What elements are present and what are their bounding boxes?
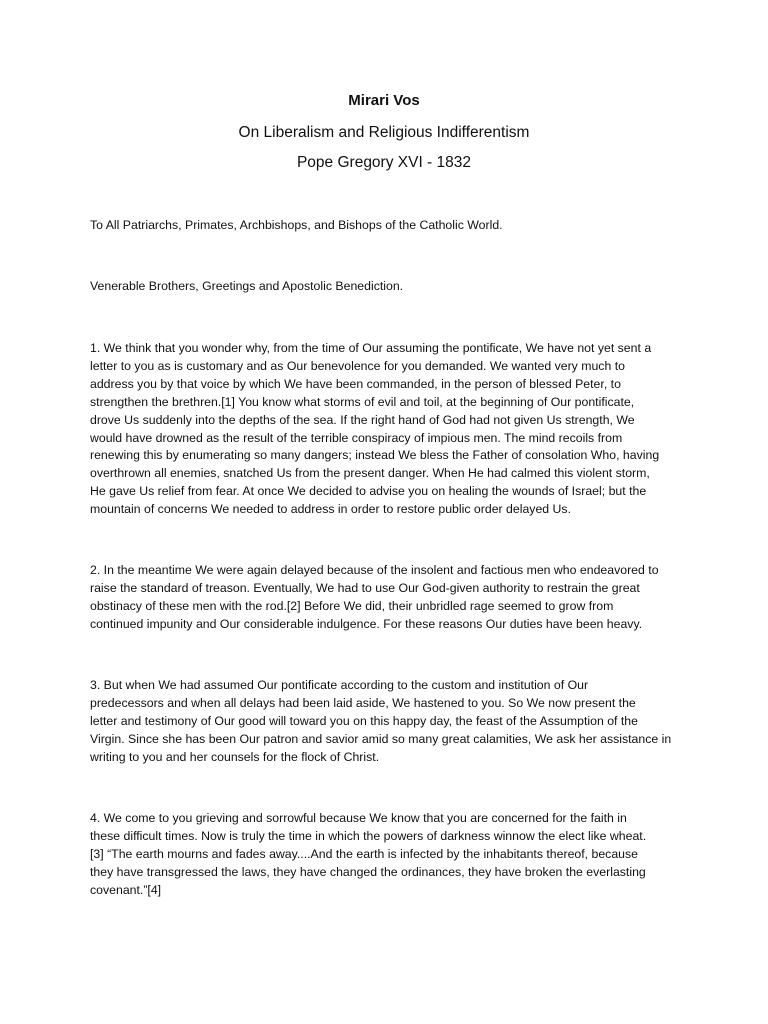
paragraph-3 <box>90 677 690 767</box>
paragraph-4 <box>90 810 690 900</box>
paragraph-line: they have transgressed the laws, they have changed the ordinances, they have broken the everlasting <box>90 864 646 879</box>
document-title: Mirari Vos <box>348 92 420 109</box>
paragraph-line: [3] “The earth mourns and fades away....And the earth is infected by the inhabitants thereof, because <box>90 846 638 861</box>
paragraph-line: strengthen the brethren.[1] You know what storms of evil and toil, at the beginning of Our pontificate, <box>90 394 635 409</box>
paragraph-1 <box>90 340 690 519</box>
paragraph-line: letter to you as is customary and as Our benevolence for you demanded. We wanted very much to <box>90 358 625 373</box>
paragraph-line: mountain of concerns We needed to address in order to restore public order delayed Us. <box>90 502 571 517</box>
paragraph-line: letter and testimony of Our good will toward you on this happy day, the feast of the Assumption of the <box>90 713 638 728</box>
author-date-line: Pope Gregory XVI - 1832 <box>296 154 472 171</box>
paragraph-line: address you by that voice by which We have been commanded, in the person of blessed Peter, to <box>90 376 621 391</box>
paragraph-2 <box>90 562 690 634</box>
address-line: To All Patriarchs, Primates, Archbishops, and Bishops of the Catholic World. <box>90 218 503 232</box>
paragraph-line: predecessors and when all delays had been laid aside, We hastened to you. So We now present the <box>90 695 636 710</box>
paragraph-line: continued impunity and Our considerable indulgence. For these reasons Our duties have been heavy. <box>90 616 643 631</box>
paragraph-line: covenant.”[4] <box>90 882 162 897</box>
paragraph-line: raise the standard of treason. Eventually, We had to use Our God-given authority to restrain the great <box>90 580 640 595</box>
paragraph-line: overthrown all enemies, snatched Us from the present danger. When He had calmed this violent storm, <box>90 466 650 481</box>
paragraph-line: renewing this by enumerating so many dangers; instead We bless the Father of consolation Who, having <box>90 448 660 463</box>
paragraph-line: Virgin. Since she has been Our patron and savior amid so many great calamities, We ask her assistance in <box>90 731 672 746</box>
paragraph-line: obstinacy of these men with the rod.[2] Before We did, their unbridled rage seemed to grow from <box>90 598 614 613</box>
paragraph-line: drove Us suddenly into the depths of the sea. If the right hand of God had not given Us strength, We <box>90 412 635 427</box>
paragraph-line: 2. In the meantime We were again delayed because of the insolent and factious men who endeavored to <box>90 563 659 577</box>
greeting-line: Venerable Brothers, Greetings and Apostolic Benediction. <box>90 279 404 293</box>
paragraph-line: 3. But when We had assumed Our pontificate according to the custom and institution of Our <box>90 678 589 692</box>
paragraph-line: these difficult times. Now is truly the time in which the powers of darkness winnow the elect like wheat. <box>90 828 647 843</box>
paragraph-line: 4. We come to you grieving and sorrowful because We know that you are concerned for the faith in <box>90 811 627 825</box>
paragraph-line: would have drowned as the result of the terrible conspiracy of impious men. The mind recoils from <box>90 430 623 445</box>
paragraph-line: writing to you and her counsels for the flock of Christ. <box>90 749 380 764</box>
paragraph-line: He gave Us relief from fear. At once We decided to advise you on healing the wounds of Israel; but the <box>90 484 647 499</box>
document-subtitle: On Liberalism and Religious Indifferentism <box>238 124 530 141</box>
paragraph-line: 1. We think that you wonder why, from the time of Our assuming the pontificate, We have not yet sent a <box>90 341 652 355</box>
